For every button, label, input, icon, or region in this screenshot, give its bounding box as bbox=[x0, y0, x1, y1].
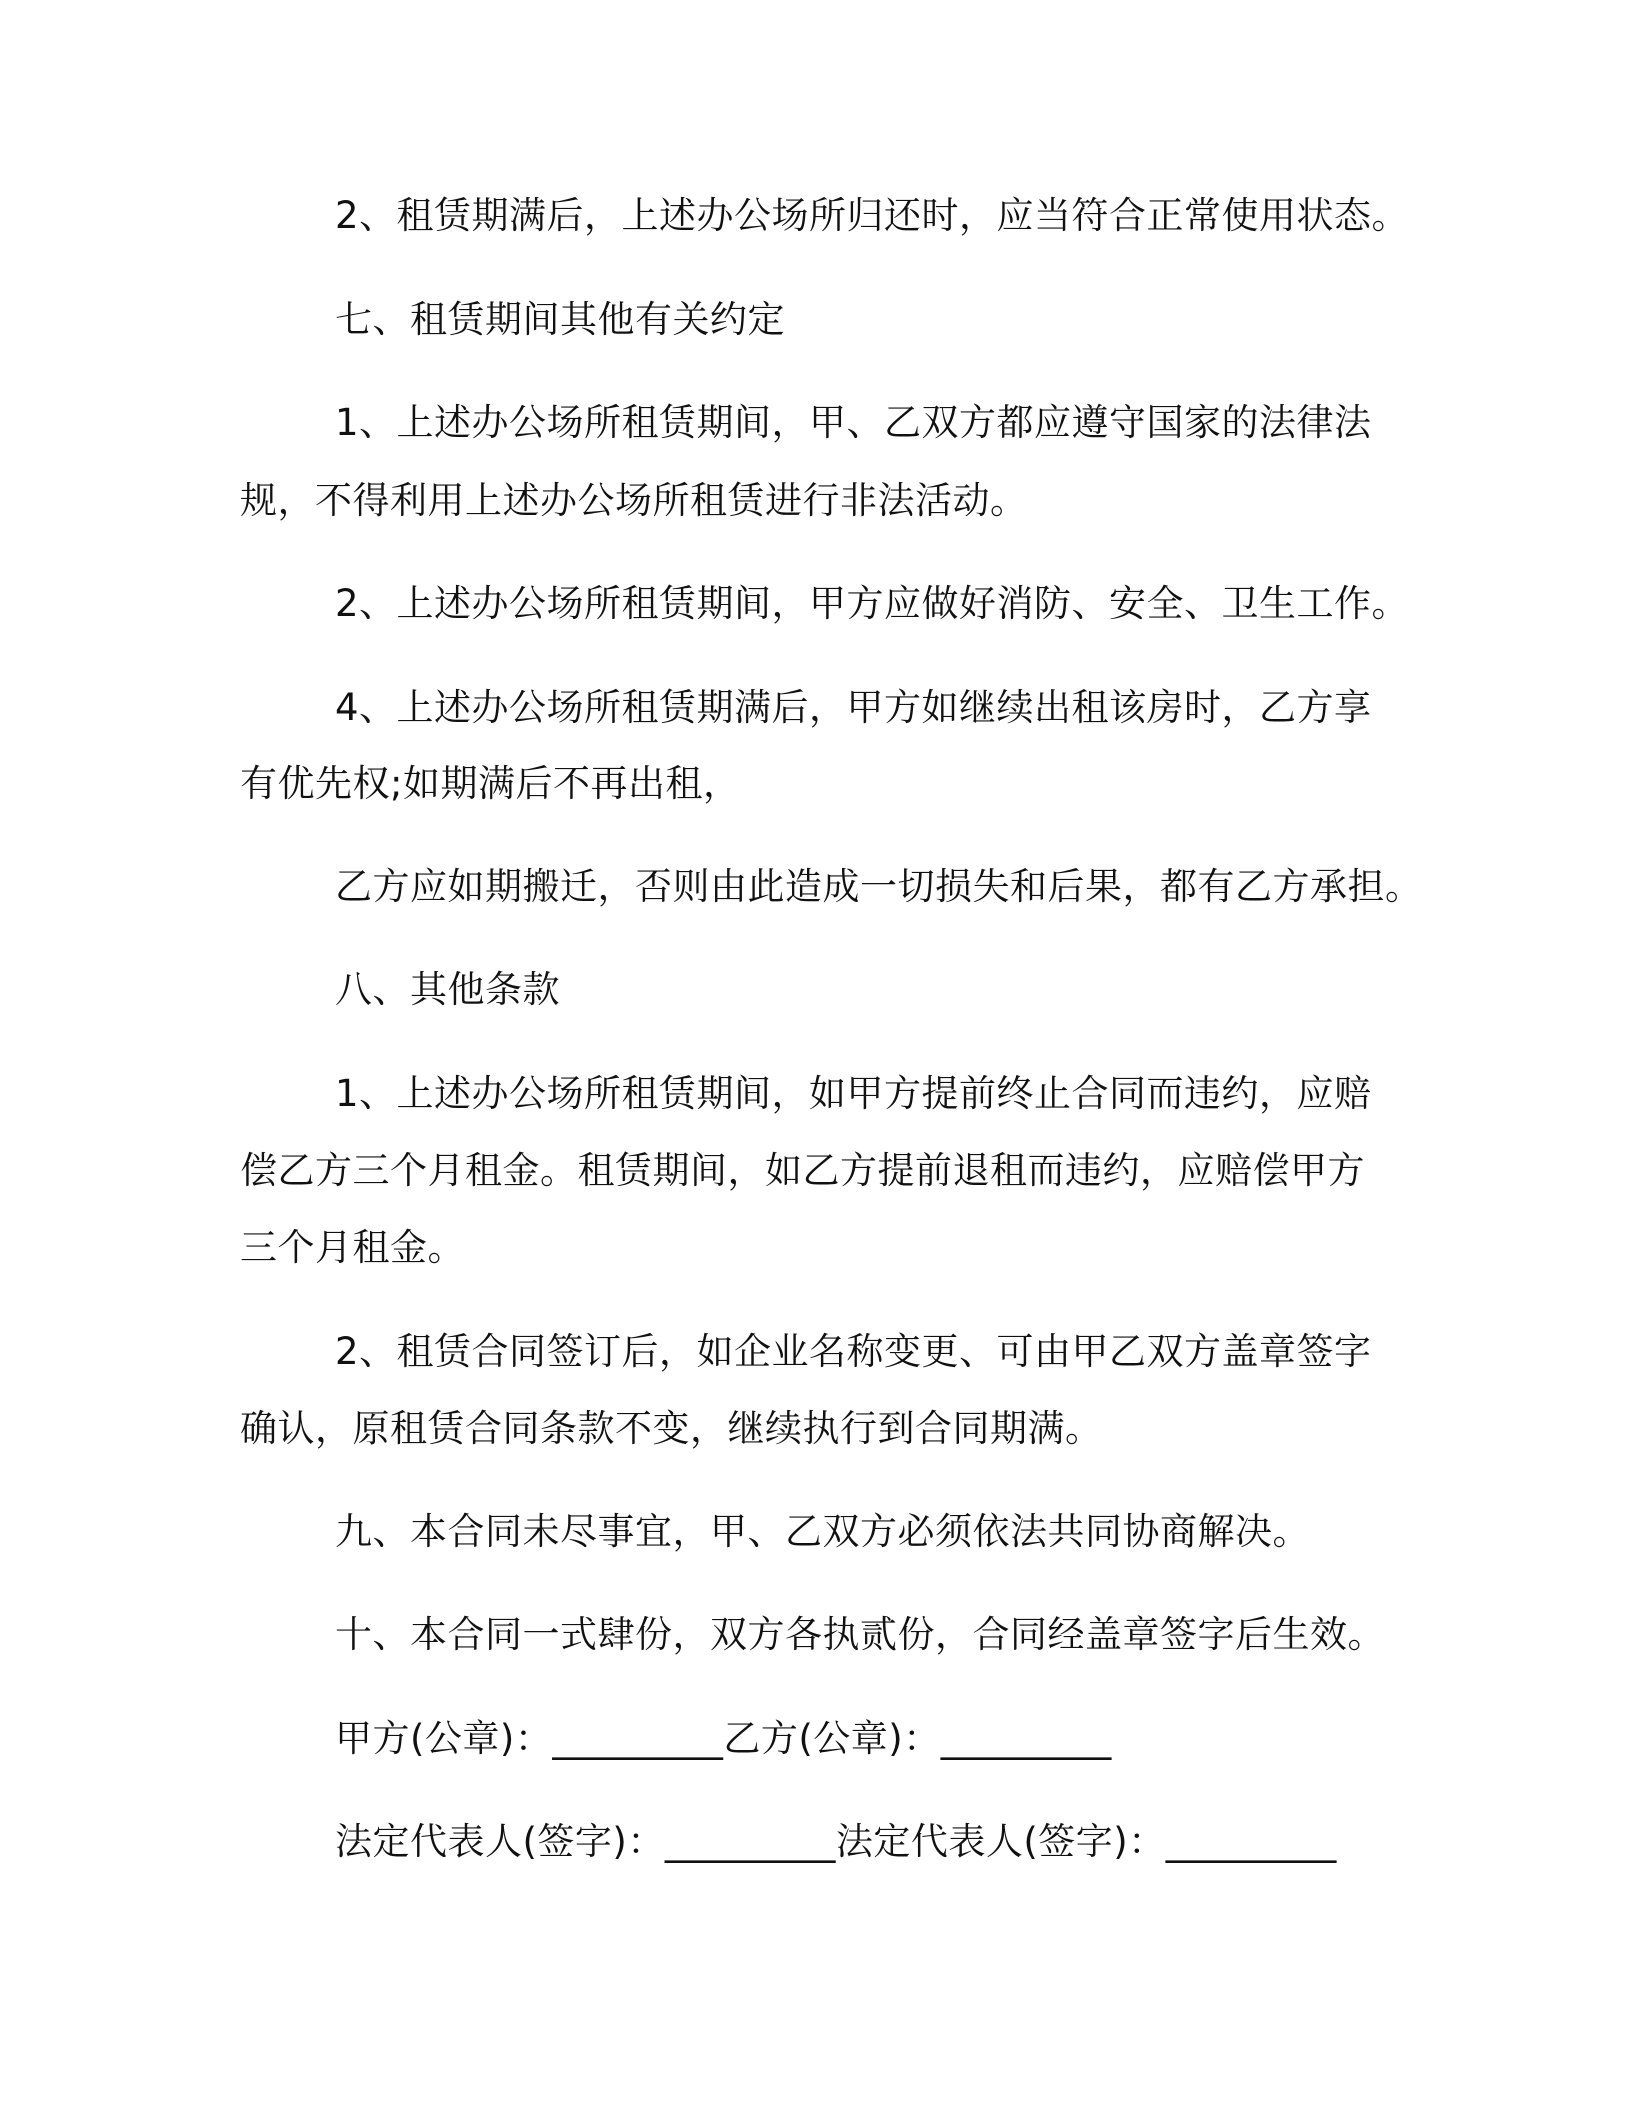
clause-7-4-line-2: 有优先权;如期满后不再出租， bbox=[240, 762, 741, 805]
clause-7-2: 2、上述办公场所租赁期间，甲方应做好消防、安全、卫生工作。 bbox=[335, 582, 1410, 625]
section-10: 十、本合同一式肆份，双方各执贰份，合同经盖章签字后生效。 bbox=[335, 1613, 1385, 1656]
party-seal-line: 甲方(公章)：_________乙方(公章)：_________ bbox=[335, 1717, 1112, 1760]
clause-6-2: 2、租赁期满后，上述办公场所归还时，应当符合正常使用状态。 bbox=[335, 194, 1410, 237]
clause-8-2-line-2: 确认，原租赁合同条款不变，继续执行到合同期满。 bbox=[240, 1407, 1103, 1450]
clause-7-1-line-1: 1、上述办公场所租赁期间，甲、乙双方都应遵守国家的法律法 bbox=[335, 401, 1372, 444]
clause-7-4-line-1: 4、上述办公场所租赁期满后，甲方如继续出租该房时，乙方享 bbox=[335, 686, 1372, 729]
clause-8-1-line-3: 三个月租金。 bbox=[240, 1226, 465, 1269]
section-7-heading: 七、租赁期间其他有关约定 bbox=[335, 298, 785, 341]
clause-7-1-line-2: 规，不得利用上述办公场所租赁进行非法活动。 bbox=[240, 479, 1028, 522]
section-8-heading: 八、其他条款 bbox=[335, 968, 560, 1011]
clause-7-4-line-3: 乙方应如期搬迁，否则由此造成一切损失和后果，都有乙方承担。 bbox=[335, 865, 1423, 908]
clause-8-1-line-2: 偿乙方三个月租金。租赁期间，如乙方提前退租而违约，应赔偿甲方 bbox=[240, 1149, 1365, 1192]
clause-8-1-line-1: 1、上述办公场所租赁期间，如甲方提前终止合同而违约，应赔 bbox=[335, 1072, 1372, 1115]
section-9: 九、本合同未尽事宜，甲、乙双方必须依法共同协商解决。 bbox=[335, 1510, 1310, 1553]
legal-representative-signature-line: 法定代表人(签字)：_________法定代表人(签字)：_________ bbox=[335, 1820, 1337, 1863]
clause-8-2-line-1: 2、租赁合同签订后，如企业名称变更、可由甲乙双方盖章签字 bbox=[335, 1330, 1372, 1373]
